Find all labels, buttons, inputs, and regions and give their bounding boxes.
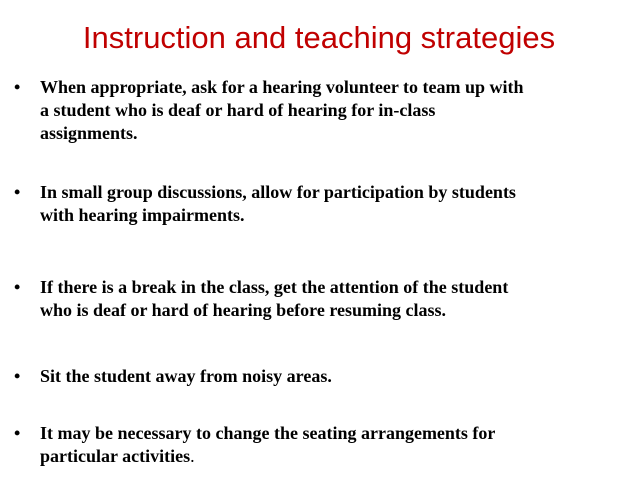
bullet-period: . — [190, 446, 195, 466]
bullet-marker: • — [14, 366, 21, 386]
bullet-line: It may be necessary to change the seating arrangements for — [40, 423, 496, 443]
bullet-line: with hearing impairments. — [40, 205, 245, 225]
bullet-text — [40, 365, 630, 388]
bullet-marker: • — [14, 77, 21, 97]
bullet-marker: • — [14, 277, 21, 297]
bullet-text — [40, 181, 630, 227]
bullet-marker: • — [14, 423, 21, 443]
bullet-line: assignments. — [40, 123, 138, 143]
bullet-line: particular activities — [40, 446, 191, 466]
bullet-text — [40, 276, 630, 322]
bullet-line: who is deaf or hard of hearing before resuming class. — [40, 300, 447, 320]
bullet-text — [40, 76, 630, 145]
bullet-line: Sit the student away from noisy areas. — [40, 366, 332, 386]
slide-title: Instruction and teaching strategies — [82, 20, 556, 55]
bullet-line: When appropriate, ask for a hearing volunteer to team up with — [40, 77, 524, 97]
bullet-text — [40, 422, 630, 468]
bullet-marker: • — [14, 182, 21, 202]
bullet-line: If there is a break in the class, get the attention of the student — [40, 277, 509, 297]
bullet-line: a student who is deaf or hard of hearing for in-class — [40, 100, 436, 120]
bullet-line: In small group discussions, allow for participation by students — [40, 182, 516, 202]
